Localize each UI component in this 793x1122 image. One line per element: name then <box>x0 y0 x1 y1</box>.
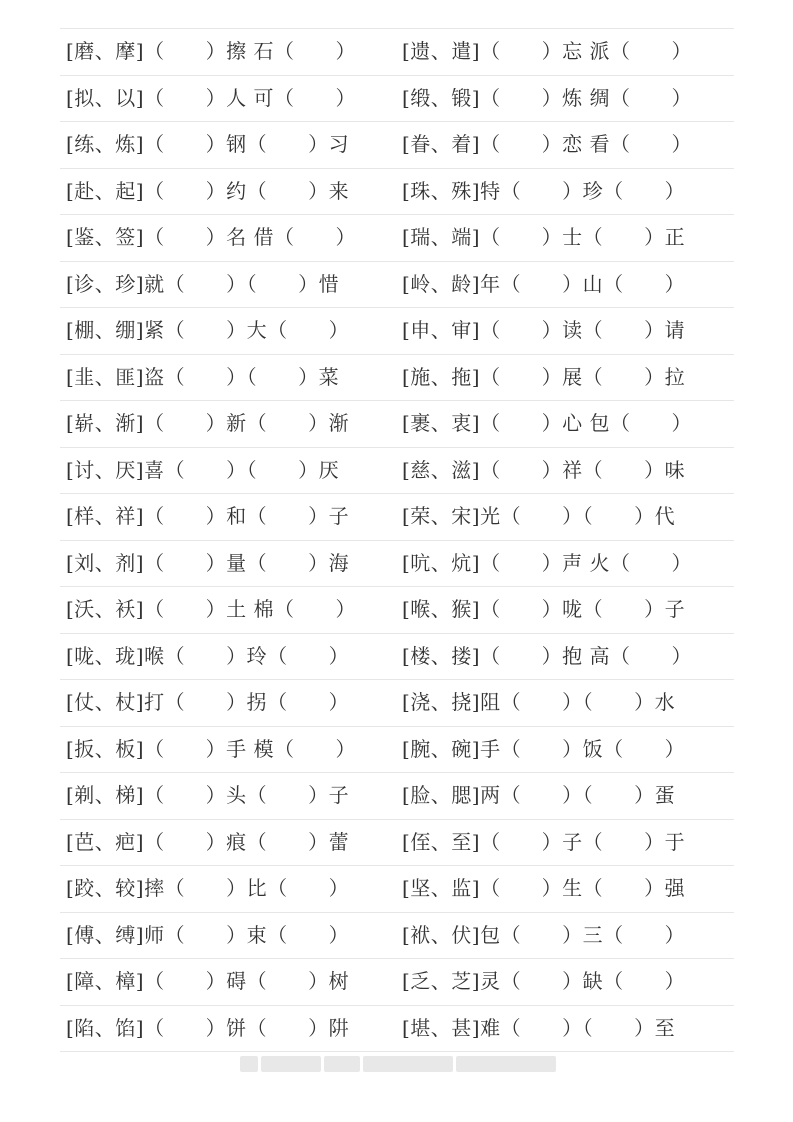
exercise-left: [傅、缚]师（ ）束（ ） <box>66 922 350 947</box>
exercise-row <box>60 680 734 727</box>
exercise-left: [咙、珑]喉（ ）玲（ ） <box>66 643 350 668</box>
exercise-right: [珠、殊]特（ ）珍（ ） <box>402 178 686 203</box>
exercise-row <box>60 122 734 169</box>
exercise-rows <box>60 29 734 1052</box>
exercise-row <box>60 448 734 495</box>
exercise-right: [腕、碗]手（ ）饭（ ） <box>402 736 686 761</box>
exercise-right: [岭、龄]年（ ）山（ ） <box>402 271 686 296</box>
exercise-row <box>60 587 734 634</box>
exercise-row <box>60 1006 734 1053</box>
exercise-row <box>60 169 734 216</box>
exercise-right: [脸、腮]两（ ）（ ）蛋 <box>402 783 676 807</box>
watermark-block <box>324 1056 360 1072</box>
exercise-left: [棚、绷]紧（ ）大（ ） <box>66 318 350 342</box>
exercise-left: [诊、珍]就（ ）（ ）惜 <box>66 271 340 296</box>
exercise-row <box>60 913 734 960</box>
exercise-left: [扳、板]（ ）手 模（ ） <box>66 736 356 761</box>
exercise-left: [陷、馅]（ ）饼（ ）阱 <box>66 1015 350 1040</box>
blurred-footer-watermark <box>240 1056 556 1072</box>
exercise-row <box>60 76 734 123</box>
exercise-row <box>60 262 734 309</box>
exercise-right: [遗、遣]（ ）忘 派（ ） <box>402 39 692 63</box>
exercise-left: [跤、较]摔（ ）比（ ） <box>66 876 350 900</box>
exercise-right: [袱、伏]包（ ）三（ ） <box>402 922 686 947</box>
exercise-row <box>60 494 734 541</box>
exercise-left: [赴、起]（ ）约（ ）来 <box>66 178 350 203</box>
exercise-right: [浇、挠]阻（ ）（ ）水 <box>402 690 676 714</box>
exercise-row <box>60 215 734 262</box>
exercise-row <box>60 401 734 448</box>
exercise-left: [练、炼]（ ）钢（ ）习 <box>66 132 350 156</box>
exercise-left: [拟、以]（ ）人 可（ ） <box>66 85 356 110</box>
exercise-left: [样、祥]（ ）和（ ）子 <box>66 504 350 528</box>
exercise-row <box>60 820 734 867</box>
exercise-row <box>60 727 734 774</box>
exercise-left: [剃、梯]（ ）头（ ）子 <box>66 783 350 807</box>
exercise-row <box>60 355 734 402</box>
exercise-right: [荣、宋]光（ ）（ ）代 <box>402 504 676 528</box>
worksheet <box>60 28 734 1040</box>
watermark-block <box>240 1056 258 1072</box>
exercise-left: [仗、杖]打（ ）拐（ ） <box>66 690 350 714</box>
exercise-right: [慈、滋]（ ）祥（ ）味 <box>402 457 686 482</box>
watermark-block <box>261 1056 321 1072</box>
exercise-right: [侄、至]（ ）子（ ）于 <box>402 829 686 854</box>
exercise-right: [眷、着]（ ）恋 看（ ） <box>402 132 692 156</box>
exercise-row <box>60 308 734 355</box>
exercise-row <box>60 634 734 681</box>
exercise-right: [缎、锻]（ ）炼 绸（ ） <box>402 85 692 110</box>
exercise-left: [崭、渐]（ ）新（ ）渐 <box>66 411 350 435</box>
exercise-right: [申、审]（ ）读（ ）请 <box>402 318 686 342</box>
exercise-right: [楼、搂]（ ）抱 高（ ） <box>402 643 692 668</box>
exercise-left: [磨、摩]（ ）擦 石（ ） <box>66 39 356 63</box>
exercise-right: [吭、炕]（ ）声 火（ ） <box>402 550 692 575</box>
exercise-left: [芭、疤]（ ）痕（ ）蕾 <box>66 829 350 854</box>
exercise-left: [沃、袄]（ ）土 棉（ ） <box>66 597 356 621</box>
exercise-right: [乏、芝]灵（ ）缺（ ） <box>402 969 686 993</box>
watermark-block <box>456 1056 556 1072</box>
exercise-right: [堪、甚]难（ ）（ ）至 <box>402 1015 676 1040</box>
exercise-row <box>60 866 734 913</box>
exercise-left: [讨、厌]喜（ ）（ ）厌 <box>66 457 340 482</box>
exercise-right: [坚、监]（ ）生（ ）强 <box>402 876 686 900</box>
watermark-block <box>363 1056 453 1072</box>
exercise-row <box>60 541 734 588</box>
exercise-right: [瑞、端]（ ）士（ ）正 <box>402 225 686 249</box>
exercise-row <box>60 29 734 76</box>
exercise-right: [喉、猴]（ ）咙（ ）子 <box>402 597 686 621</box>
exercise-left: [韭、匪]盗（ ）（ ）菜 <box>66 364 340 389</box>
exercise-right: [施、拖]（ ）展（ ）拉 <box>402 364 686 389</box>
exercise-row <box>60 959 734 1006</box>
exercise-row <box>60 773 734 820</box>
exercise-left: [鉴、签]（ ）名 借（ ） <box>66 225 356 249</box>
exercise-left: [障、樟]（ ）碍（ ）树 <box>66 969 350 993</box>
exercise-left: [刘、剂]（ ）量（ ）海 <box>66 550 350 575</box>
exercise-right: [裹、衷]（ ）心 包（ ） <box>402 411 692 435</box>
